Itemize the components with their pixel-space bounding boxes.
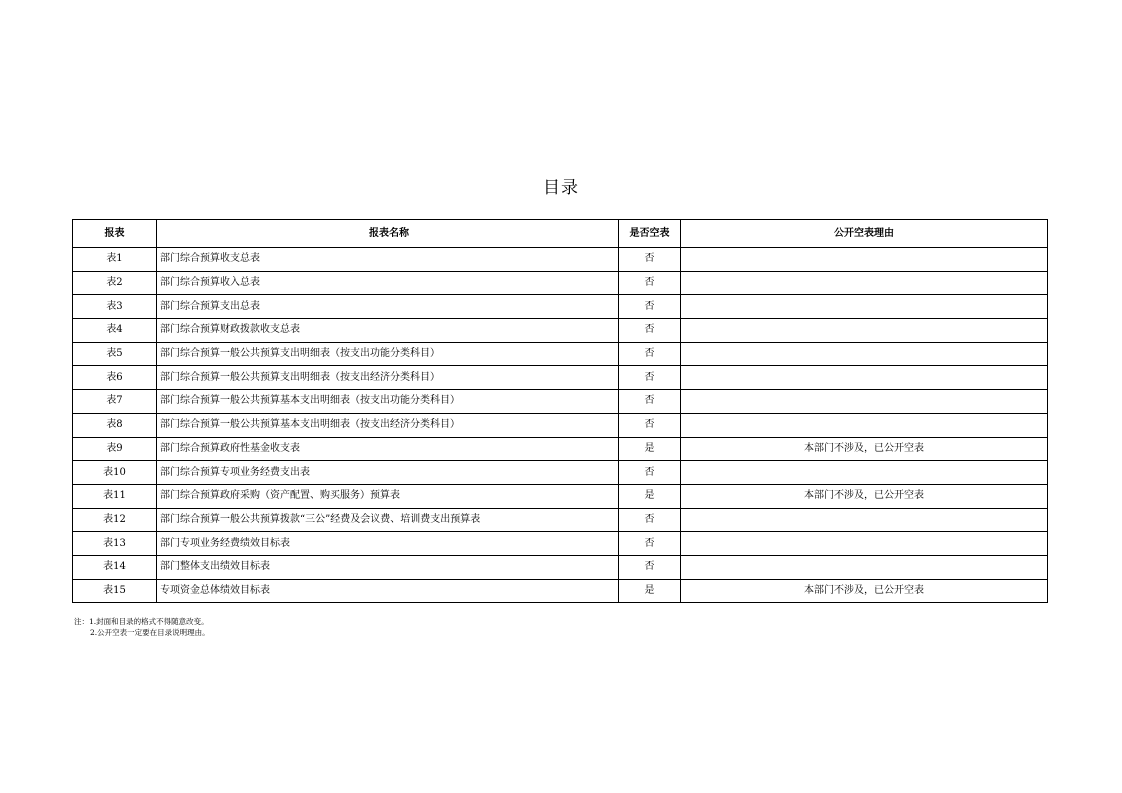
cell-table-number: 表13: [73, 532, 157, 556]
cell-table-number: 表11: [73, 484, 157, 508]
cell-is-empty: 否: [619, 532, 681, 556]
cell-table-number: 表10: [73, 461, 157, 485]
cell-is-empty: 否: [619, 248, 681, 272]
cell-table-number: 表4: [73, 319, 157, 343]
cell-is-empty: 否: [619, 390, 681, 414]
cell-is-empty: 是: [619, 579, 681, 603]
toc-table: [72, 219, 1048, 603]
cell-table-name: 部门综合预算政府性基金收支表: [157, 437, 619, 461]
table-row: [73, 390, 1048, 414]
footnotes: [74, 616, 210, 638]
cell-table-number: 表5: [73, 342, 157, 366]
cell-is-empty: 否: [619, 461, 681, 485]
cell-is-empty: 否: [619, 366, 681, 390]
table-row: [73, 579, 1048, 603]
cell-empty-reason: [681, 248, 1048, 272]
cell-table-name: 部门综合预算收支总表: [157, 248, 619, 272]
cell-empty-reason: [681, 508, 1048, 532]
cell-table-number: 表3: [73, 295, 157, 319]
table-row: [73, 484, 1048, 508]
cell-table-name: 部门综合预算一般公共预算支出明细表（按支出功能分类科目）: [157, 342, 619, 366]
cell-table-name: 部门综合预算支出总表: [157, 295, 619, 319]
cell-empty-reason: 本部门不涉及，已公开空表: [681, 484, 1048, 508]
cell-table-number: 表7: [73, 390, 157, 414]
header-empty-reason: 公开空表理由: [681, 220, 1048, 248]
cell-table-name: 部门综合预算一般公共预算支出明细表（按支出经济分类科目）: [157, 366, 619, 390]
table-row: [73, 271, 1048, 295]
cell-table-number: 表2: [73, 271, 157, 295]
table-row: [73, 319, 1048, 343]
cell-empty-reason: [681, 413, 1048, 437]
cell-is-empty: 否: [619, 342, 681, 366]
cell-table-number: 表6: [73, 366, 157, 390]
table-row: [73, 555, 1048, 579]
table-row: [73, 366, 1048, 390]
table-row: [73, 461, 1048, 485]
cell-empty-reason: 本部门不涉及，已公开空表: [681, 437, 1048, 461]
cell-table-number: 表15: [73, 579, 157, 603]
cell-empty-reason: [681, 319, 1048, 343]
cell-is-empty: 是: [619, 437, 681, 461]
header-table-number: 报表: [73, 220, 157, 248]
cell-table-name: 部门综合预算专项业务经费支出表: [157, 461, 619, 485]
cell-table-name: 部门综合预算财政拨款收支总表: [157, 319, 619, 343]
header-table-name: 报表名称: [157, 220, 619, 248]
cell-table-name: 部门专项业务经费绩效目标表: [157, 532, 619, 556]
cell-is-empty: 否: [619, 319, 681, 343]
table-row: [73, 295, 1048, 319]
cell-empty-reason: [681, 532, 1048, 556]
table-row: [73, 413, 1048, 437]
cell-empty-reason: [681, 342, 1048, 366]
cell-table-number: 表12: [73, 508, 157, 532]
cell-empty-reason: [681, 390, 1048, 414]
cell-is-empty: 否: [619, 295, 681, 319]
cell-table-number: 表1: [73, 248, 157, 272]
cell-table-name: 专项资金总体绩效目标表: [157, 579, 619, 603]
cell-is-empty: 否: [619, 271, 681, 295]
cell-empty-reason: [681, 555, 1048, 579]
table-row: [73, 532, 1048, 556]
cell-table-number: 表14: [73, 555, 157, 579]
cell-empty-reason: [681, 461, 1048, 485]
footnote-2: 2.公开空表一定要在目录说明理由。: [90, 628, 210, 637]
table-row: [73, 342, 1048, 366]
cell-is-empty: 否: [619, 555, 681, 579]
cell-empty-reason: [681, 295, 1048, 319]
cell-empty-reason: [681, 366, 1048, 390]
cell-table-number: 表9: [73, 437, 157, 461]
cell-table-name: 部门整体支出绩效目标表: [157, 555, 619, 579]
cell-table-name: 部门综合预算一般公共预算基本支出明细表（按支出经济分类科目）: [157, 413, 619, 437]
cell-table-name: 部门综合预算政府采购（资产配置、购买服务）预算表: [157, 484, 619, 508]
page-title: 目录: [543, 178, 579, 198]
cell-is-empty: 是: [619, 484, 681, 508]
cell-table-name: 部门综合预算一般公共预算基本支出明细表（按支出功能分类科目）: [157, 390, 619, 414]
cell-table-name: 部门综合预算收入总表: [157, 271, 619, 295]
table-row: [73, 248, 1048, 272]
table-row: [73, 508, 1048, 532]
table-header-row: [73, 220, 1048, 248]
cell-is-empty: 否: [619, 413, 681, 437]
cell-table-number: 表8: [73, 413, 157, 437]
cell-is-empty: 否: [619, 508, 681, 532]
footnote-1: 注：1.封面和目录的格式不得随意改变。: [74, 617, 209, 626]
cell-empty-reason: [681, 271, 1048, 295]
table-row: [73, 437, 1048, 461]
header-is-empty: 是否空表: [619, 220, 681, 248]
cell-table-name: 部门综合预算一般公共预算拨款“三公”经费及会议费、培训费支出预算表: [157, 508, 619, 532]
cell-empty-reason: 本部门不涉及，已公开空表: [681, 579, 1048, 603]
